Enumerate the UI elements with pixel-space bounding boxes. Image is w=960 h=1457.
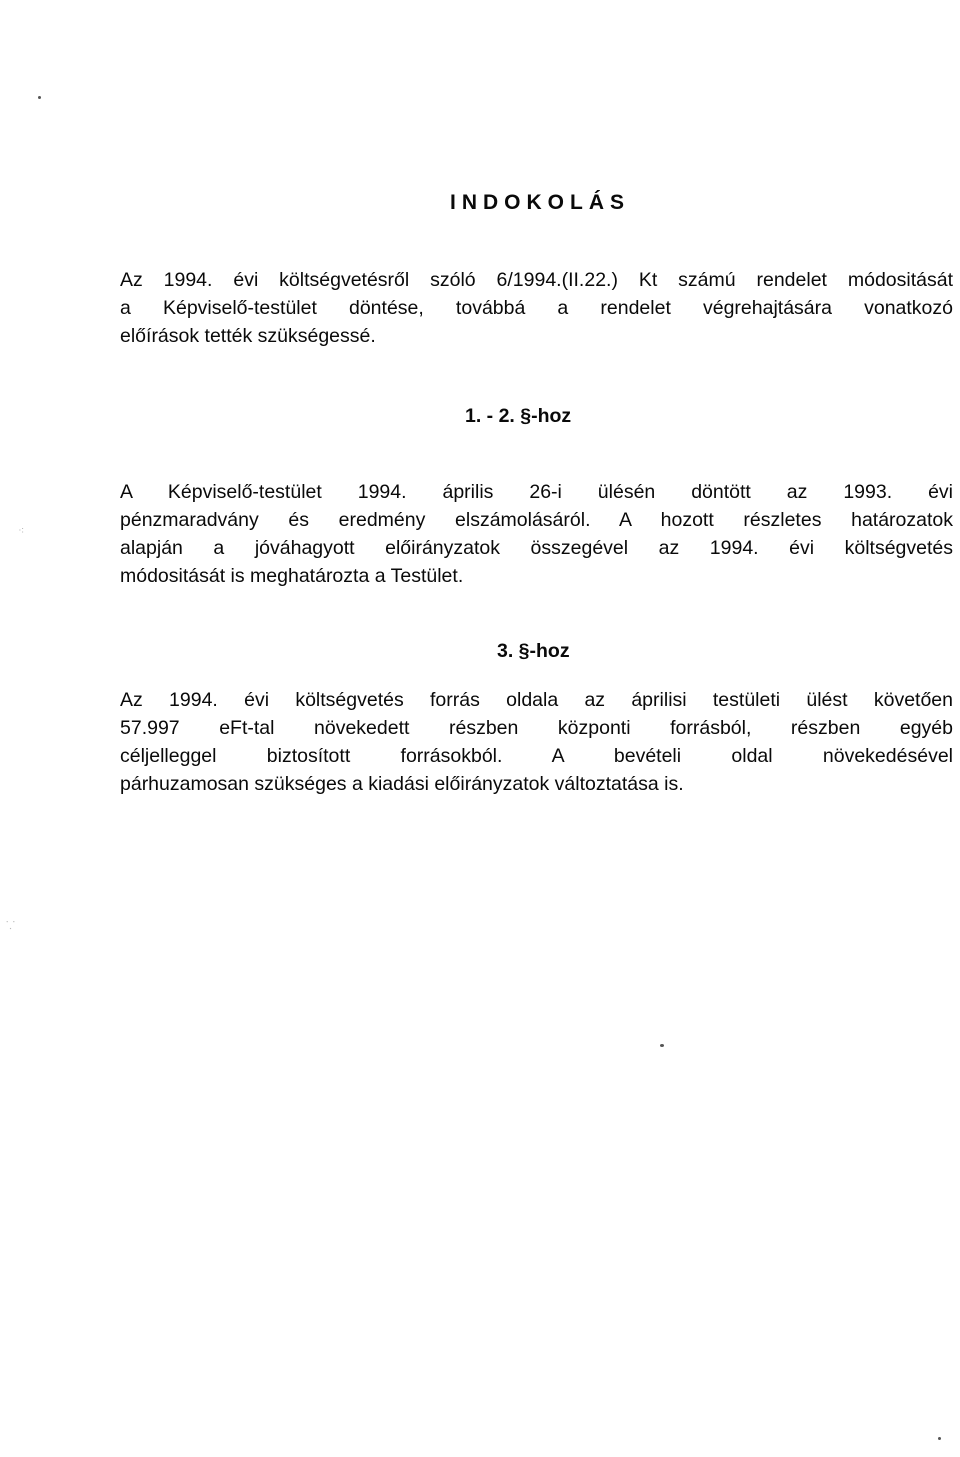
section2-line: 57.997 eFt-tal növekedett részben központi forrásból, részben egyéb — [120, 717, 953, 739]
scan-smudge: ⸪ — [6, 919, 16, 932]
section2-paragraph — [120, 686, 953, 798]
section2-line: Az 1994. évi költségvetés forrás oldala az áprilisi testületi ülést követően — [120, 689, 953, 711]
intro-paragraph — [120, 266, 953, 350]
section1-line: alapján a jóváhagyott előirányzatok összegével az 1994. évi költségvetés — [120, 537, 953, 559]
section-heading-1-2: 1. - 2. §-hoz — [465, 405, 572, 427]
scan-speck — [938, 1437, 941, 1440]
scan-speck — [660, 1044, 664, 1047]
intro-line: a Képviselő-testület döntése, továbbá a rendelet végrehajtására vonatkozó — [120, 297, 953, 319]
scan-speck — [38, 96, 41, 99]
section1-paragraph — [120, 478, 953, 590]
section2-line: párhuzamosan szükséges a kiadási előirányzatok változtatása is. — [120, 773, 684, 795]
section1-line: módositását is meghatározta a Testület. — [120, 565, 464, 587]
section2-line: céljelleggel biztosított forrásokból. A bevételi oldal növekedésével — [120, 745, 953, 767]
intro-line: Az 1994. évi költségvetésről szóló 6/1994.(II.22.) Kt számú rendelet módositását — [120, 269, 953, 291]
document-title: INDOKOLÁS — [450, 191, 630, 214]
scan-smudge: ⁖ — [18, 524, 25, 537]
section-heading-3: 3. §-hoz — [497, 640, 570, 662]
intro-line: előírások tették szükségessé. — [120, 325, 376, 347]
section1-line: A Képviselő-testület 1994. április 26-i ülésén döntött az 1993. évi — [120, 481, 953, 503]
section1-line: pénzmaradvány és eredmény elszámolásáról. A hozott részletes határozatok — [120, 509, 953, 531]
